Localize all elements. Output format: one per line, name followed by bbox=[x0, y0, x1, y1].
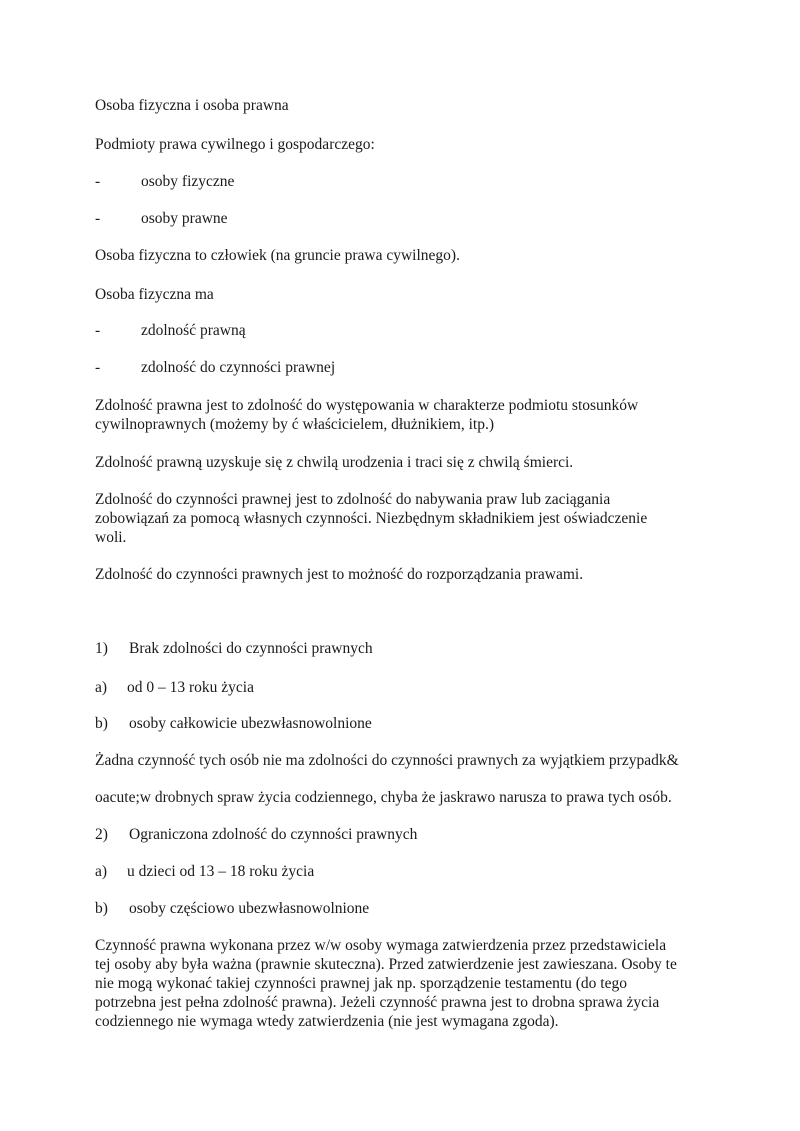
list-item: zdolność prawną bbox=[141, 322, 246, 339]
subjects-heading: Podmioty prawa cywilnego i gospodarczego: bbox=[95, 136, 375, 153]
section-note-line: tej osoby aby była ważna (prawnie skuteczna). Przed zatwierdzenie jest zawieszana. Osoby te bbox=[95, 956, 677, 973]
list-marker: - bbox=[95, 173, 101, 190]
act-capacity-definition-line: woli. bbox=[95, 529, 127, 546]
section-note-line: Czynność prawna wykonana przez w/w osoby wymaga zatwierdzenia przez przedstawiciela bbox=[95, 937, 667, 954]
list-item: osoby częściowo ubezwłasnowolnione bbox=[129, 900, 370, 917]
section-note-line: nie mogą wykonać takiej czynności prawnej jak np. sporządzenie testamentu (do tego bbox=[95, 975, 627, 992]
list-marker: - bbox=[95, 210, 101, 227]
section-marker: 1) bbox=[95, 640, 108, 657]
legal-capacity-acquired: Zdolność prawną uzyskuje się z chwilą urodzenia i traci się z chwilą śmierci. bbox=[95, 454, 574, 471]
list-marker: a) bbox=[95, 863, 108, 880]
list-item: osoby prawne bbox=[141, 210, 228, 227]
list-marker: b) bbox=[95, 900, 108, 917]
page-title: Osoba fizyczna i osoba prawna bbox=[95, 97, 289, 114]
natural-person-has: Osoba fizyczna ma bbox=[95, 286, 214, 303]
natural-person-definition: Osoba fizyczna to człowiek (na gruncie prawa cywilnego). bbox=[95, 247, 460, 264]
list-item: od 0 – 13 roku życia bbox=[127, 679, 254, 696]
list-item: osoby całkowicie ubezwłasnowolnione bbox=[129, 715, 372, 732]
act-capacity-definition-line: Zdolność do czynności prawnej jest to zdolność do nabywania praw lub zaciągania bbox=[95, 491, 611, 508]
section-note-line: potrzebna jest pełna zdolność prawna). Jeżeli czynność prawna jest to drobna sprawa życia bbox=[95, 994, 660, 1011]
section-note-line: oacute;w drobnych spraw życia codziennego, chyba że jaskrawo narusza to prawa tych osób. bbox=[95, 789, 672, 806]
list-item: zdolność do czynności prawnej bbox=[141, 359, 336, 376]
section-heading: Ograniczona zdolność do czynności prawnych bbox=[129, 826, 418, 843]
list-item: u dzieci od 13 – 18 roku życia bbox=[127, 863, 315, 880]
act-capacity-definition-line: zobowiązań za pomocą własnych czynności. Niezbędnym składnikiem jest oświadczenie bbox=[95, 510, 648, 527]
section-note-line: codziennego nie wymaga wtedy zatwierdzenia (nie jest wymagana zgoda). bbox=[95, 1013, 559, 1030]
section-heading: Brak zdolności do czynności prawnych bbox=[129, 640, 373, 657]
section-marker: 2) bbox=[95, 826, 108, 843]
list-item: osoby fizyczne bbox=[141, 173, 235, 190]
section-note-line: Żadna czynność tych osób nie ma zdolności do czynności prawnych za wyjątkiem przypadk& bbox=[95, 752, 679, 769]
legal-capacity-definition-line: cywilnoprawnych (możemy by ć właścicielem, dłużnikiem, itp.) bbox=[95, 416, 495, 433]
list-marker: - bbox=[95, 359, 101, 376]
act-capacity-possibility: Zdolność do czynności prawnych jest to możność do rozporządzania prawami. bbox=[95, 566, 584, 583]
list-marker: - bbox=[95, 322, 101, 339]
list-marker: a) bbox=[95, 679, 108, 696]
legal-capacity-definition-line: Zdolność prawna jest to zdolność do występowania w charakterze podmiotu stosunków bbox=[95, 397, 639, 414]
list-marker: b) bbox=[95, 715, 108, 732]
